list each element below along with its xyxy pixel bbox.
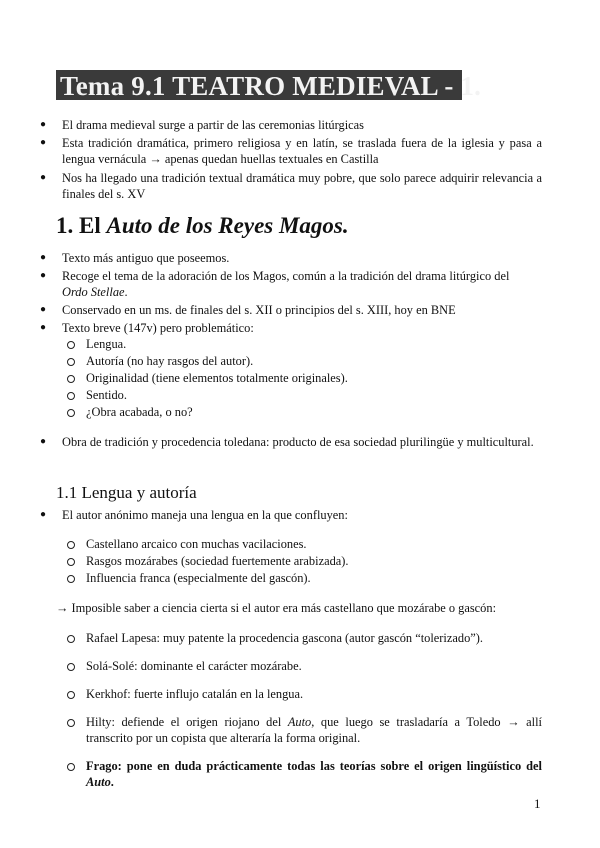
auto-italic: Auto xyxy=(287,715,312,729)
circle-bullet-icon xyxy=(67,691,75,699)
circle-bullet-icon xyxy=(67,358,75,366)
s11-sub-2: Rasgos mozárabes (sociedad fuertemente arabizada). xyxy=(86,554,349,568)
circle-bullet-icon xyxy=(67,392,75,400)
bullet-icon: ● xyxy=(40,509,47,520)
bullet-icon: ● xyxy=(40,270,47,281)
s1-sub-5: ¿Obra acabada, o no? xyxy=(86,405,193,419)
page-number: 1 xyxy=(534,796,541,811)
circle-bullet-icon xyxy=(67,409,75,417)
page-title: Tema 9.1 TEATRO MEDIEVAL - 1. xyxy=(60,71,482,101)
bullet-icon: ● xyxy=(40,436,47,447)
arrow-line: → Imposible saber a ciencia cierta si el autor era más castellano que mozárabe o gascón: xyxy=(56,601,497,615)
s1-sub-3: Originalidad (tiene elementos totalmente originales). xyxy=(86,371,348,385)
bullet-icon: ● xyxy=(40,137,47,148)
s1-item-5: Obra de tradición y procedencia toledana: producto de esa sociedad plurilingüe y multicultural. xyxy=(62,435,534,449)
section-heading-1 xyxy=(56,212,349,240)
section-number: 1. El xyxy=(56,213,101,238)
circle-bullet-icon xyxy=(67,541,75,549)
auto-italic: Auto xyxy=(86,775,111,789)
circle-bullet-icon xyxy=(67,663,75,671)
s1-item-2 xyxy=(62,268,509,284)
s1-sub-2: Autoría (no hay rasgos del autor). xyxy=(86,354,254,368)
circle-bullet-icon xyxy=(67,719,75,727)
intro-item-2: Esta tradición dramática, primero religiosa y en latín, se traslada fuera de la iglesia y pasa a lengua vernácula → apenas quedan huellas textuales en Castilla xyxy=(62,136,542,166)
circle-bullet-icon xyxy=(67,341,75,349)
period: . xyxy=(124,285,128,299)
bullet-icon: ● xyxy=(40,304,47,315)
s1-item-1: Texto más antiguo que poseemos. xyxy=(62,251,230,265)
bullet-icon: ● xyxy=(40,322,47,333)
s1-item-2-cont xyxy=(62,284,128,300)
hilty-text-cont: , que luego se trasladaría a Toledo → allí transcrito por un copista que alteraría la forma original. xyxy=(86,715,542,745)
bullet-icon: ● xyxy=(40,172,47,183)
opinion-lapesa: Rafael Lapesa: muy patente la procedencia gascona (autor gascón “tolerizado”). xyxy=(86,631,483,645)
circle-bullet-icon xyxy=(67,635,75,643)
intro-item-1: El drama medieval surge a partir de las ceremonias litúrgicas xyxy=(62,118,364,132)
period: . xyxy=(110,775,114,789)
ordo-stellae: Ordo Stellae xyxy=(62,285,125,299)
bullet-icon: ● xyxy=(40,252,47,263)
circle-bullet-icon xyxy=(67,375,75,383)
circle-bullet-icon xyxy=(67,763,75,771)
circle-bullet-icon xyxy=(67,575,75,583)
section-heading-1-1: 1.1 Lengua y autoría xyxy=(56,483,197,502)
s11-sub-3: Influencia franca (especialmente del gascón). xyxy=(86,571,311,585)
s1-item-2-text: Recoge el tema de la adoración de los Magos, común a la tradición del drama litúrgico del xyxy=(62,269,510,283)
frago-text: Frago: pone en duda prácticamente todas las teorías sobre el origen lingüístico del xyxy=(86,759,542,773)
s11-item-1: El autor anónimo maneja una lengua en la que confluyen: xyxy=(62,508,348,522)
opinion-kerkhof: Kerkhof: fuerte influjo catalán en la lengua. xyxy=(86,687,304,701)
hilty-text: Hilty: defiende el origen riojano del xyxy=(86,715,282,729)
intro-item-3: Nos ha llegado una tradición textual dramática muy pobre, que solo parece adquirir relevancia a finales del s. XV xyxy=(62,171,542,201)
bullet-icon: ● xyxy=(40,119,47,130)
s1-sub-4: Sentido. xyxy=(86,388,127,402)
s11-sub-1: Castellano arcaico con muchas vacilaciones. xyxy=(86,537,307,551)
circle-bullet-icon xyxy=(67,558,75,566)
opinion-hilty xyxy=(86,714,542,746)
opinion-frago xyxy=(86,758,542,790)
s1-sub-1: Lengua. xyxy=(86,337,127,351)
s1-item-3: Conservado en un ms. de finales del s. XII o principios del s. XIII, hoy en BNE xyxy=(62,303,456,317)
opinion-sola-sole: Solá-Solé: dominante el carácter mozárabe. xyxy=(86,659,302,673)
section-title-italic: Auto de los Reyes Magos. xyxy=(106,213,349,238)
s1-item-4: Texto breve (147v) pero problemático: xyxy=(62,321,254,335)
